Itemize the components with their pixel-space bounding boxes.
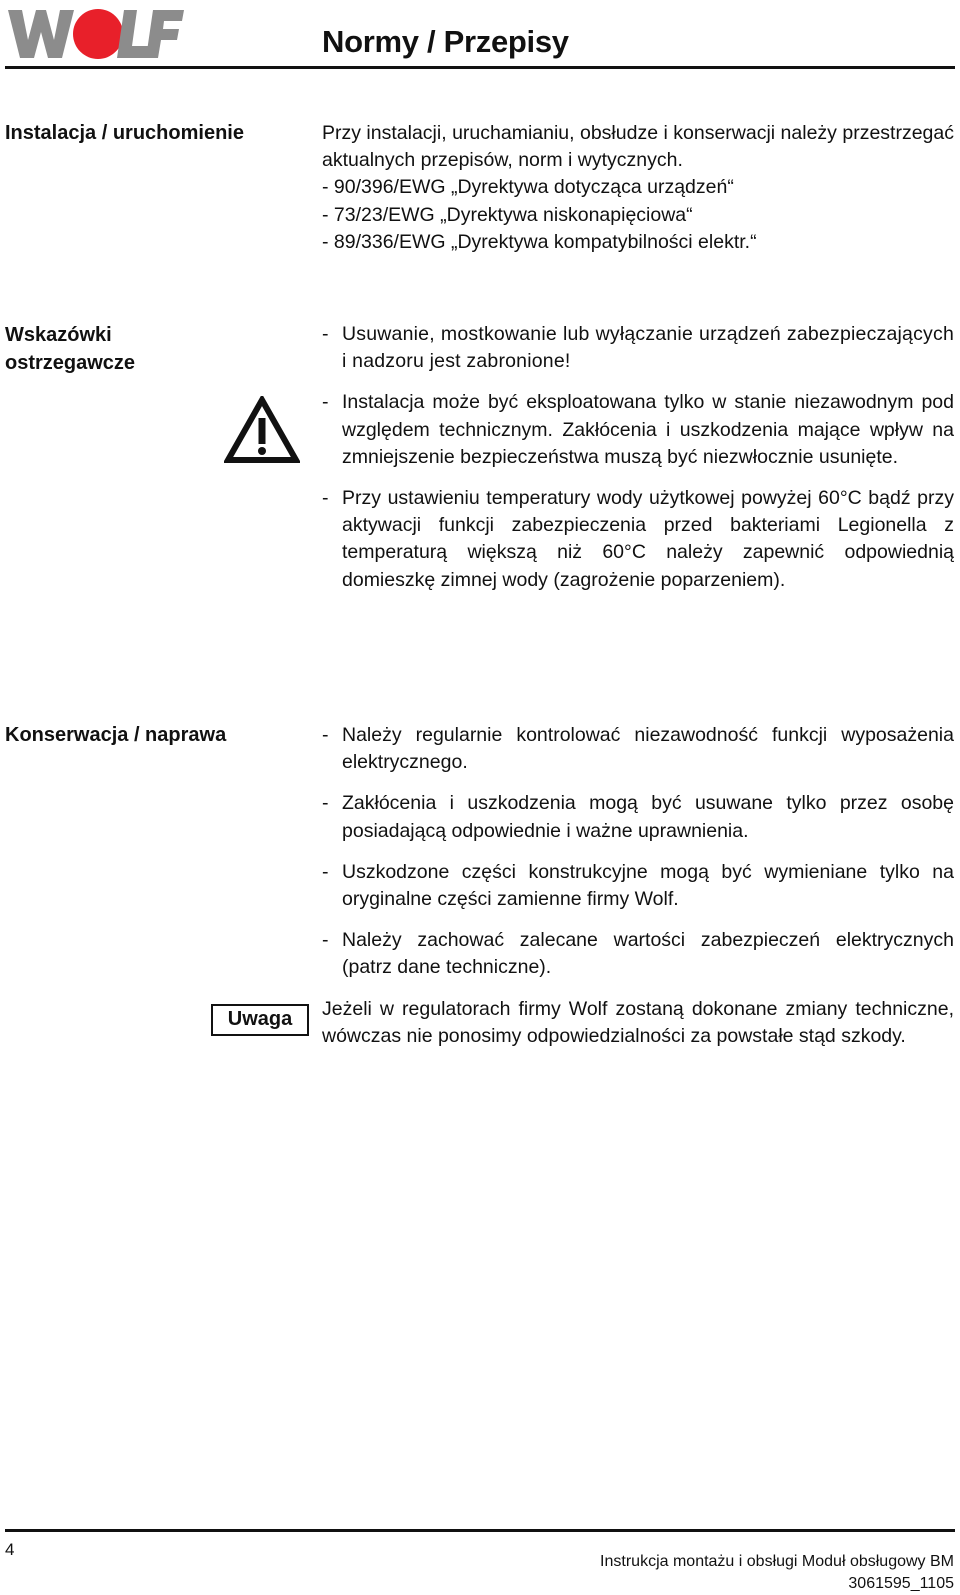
- list-item: - Przy ustawieniu temperatury wody użytkowej powyżej 60°C bądź przy aktywacji funkcji zabezpieczenia przed bakteriami Legionella z temperaturą większą niż 60°C należy zapewnić odpowiednią domieszkę zimnej wody (zagrożenie poparzeniem).: [322, 487, 954, 591]
- maintenance-item-text: Należy regularnie kontrolować niezawodność funkcji wyposażenia elektrycznego.: [342, 724, 954, 774]
- footer-divider: [5, 1529, 955, 1532]
- list-item: - Należy regularnie kontrolować niezawodność funkcji wyposażenia elektrycznego.: [322, 724, 954, 774]
- warning-triangle-icon: [224, 396, 300, 464]
- section-label-maintenance: Konserwacja / naprawa: [5, 724, 227, 746]
- list-item: - Usuwanie, mostkowanie lub wyłączanie urządzeń zabezpieczających i nadzoru jest zabronione!: [322, 323, 954, 373]
- page-number: 4: [5, 1540, 15, 1559]
- directive-line: - 73/23/EWG „Dyrektywa niskonapięciowa“: [322, 203, 693, 226]
- footer-doc-info: [600, 1551, 954, 1595]
- note-label-box: Uwaga: [211, 1004, 309, 1036]
- warnings-label-line: Wskazówki: [5, 324, 112, 346]
- installation-text: [322, 120, 954, 256]
- section-label-installation: Instalacja / uruchomienie: [5, 122, 244, 144]
- footer-doc-title: Instrukcja montażu i obsługi Moduł obsługowy BM: [600, 1553, 954, 1570]
- maintenance-item-text: Zakłócenia i uszkodzenia mogą być usuwane tylko przez osobę posiadającą odpowiednie i ważne uprawnienia.: [342, 792, 954, 842]
- header-divider: [5, 66, 955, 69]
- wolf-logo: [8, 8, 184, 60]
- list-item: - Należy zachować zalecane wartości zabezpieczeń elektrycznych (patrz dane techniczne).: [322, 929, 954, 979]
- list-item: - Uszkodzone części konstrukcyjne mogą być wymieniane tylko na oryginalne części zamienne firmy Wolf.: [322, 860, 954, 911]
- directive-line: - 89/336/EWG „Dyrektywa kompatybilności elektr.“: [322, 230, 757, 253]
- footer-doc-code: 3061595_1105: [848, 1575, 954, 1592]
- directive-line: - 90/396/EWG „Dyrektywa dotycząca urządzeń“: [322, 176, 734, 199]
- list-item: - Instalacja może być eksploatowana tylko w stanie niezawodnym pod względem technicznym. Zakłócenia i uszkodzenia mające wpływ na zmniejszenie bezpieczeństwa muszą być niezwłocznie usunięte.: [322, 391, 954, 468]
- warnings-list: [322, 321, 954, 594]
- maintenance-list: [322, 722, 954, 982]
- list-item: - Zakłócenia i uszkodzenia mogą być usuwane tylko przez osobę posiadającą odpowiednie i ważne uprawnienia.: [322, 792, 954, 842]
- section-label-warnings: [5, 321, 135, 377]
- installation-intro: Przy instalacji, uruchamianiu, obsłudze i konserwacji należy przestrzegać aktualnych przepisów, norm i wytycznych.: [322, 122, 954, 172]
- warning-item-text: Przy ustawieniu temperatury wody użytkowej powyżej 60°C bądź przy aktywacji funkcji zabezpieczenia przed bakteriami Legionella z temperaturą większą niż 60°C należy zapewnić odpowiednią domieszkę zimnej wody (zagrożenie poparzeniem).: [342, 487, 954, 591]
- maintenance-item-text: Należy zachować zalecane wartości zabezpieczeń elektrycznych (patrz dane techniczne).: [342, 929, 954, 979]
- warnings-label-line: ostrzegawcze: [5, 352, 136, 374]
- maintenance-item-text: Uszkodzone części konstrukcyjne mogą być wymieniane tylko na oryginalne części zamienne firmy Wolf.: [342, 860, 954, 911]
- warning-item-text: Usuwanie, mostkowanie lub wyłączanie urządzeń zabezpieczających i nadzoru jest zabronione!: [342, 323, 954, 373]
- page-title: Normy / Przepisy: [322, 24, 569, 59]
- note-text: Jeżeli w regulatorach firmy Wolf zostaną dokonane zmiany techniczne, wówczas nie ponosimy odpowiedzialności za powstałe stąd szkody.: [322, 998, 954, 1048]
- warning-item-text: Instalacja może być eksploatowana tylko w stanie niezawodnym pod względem technicznym. Zakłócenia i uszkodzenia mające wpływ na zmniejszenie bezpieczeństwa muszą być niezwłocznie usunięte.: [342, 391, 954, 468]
